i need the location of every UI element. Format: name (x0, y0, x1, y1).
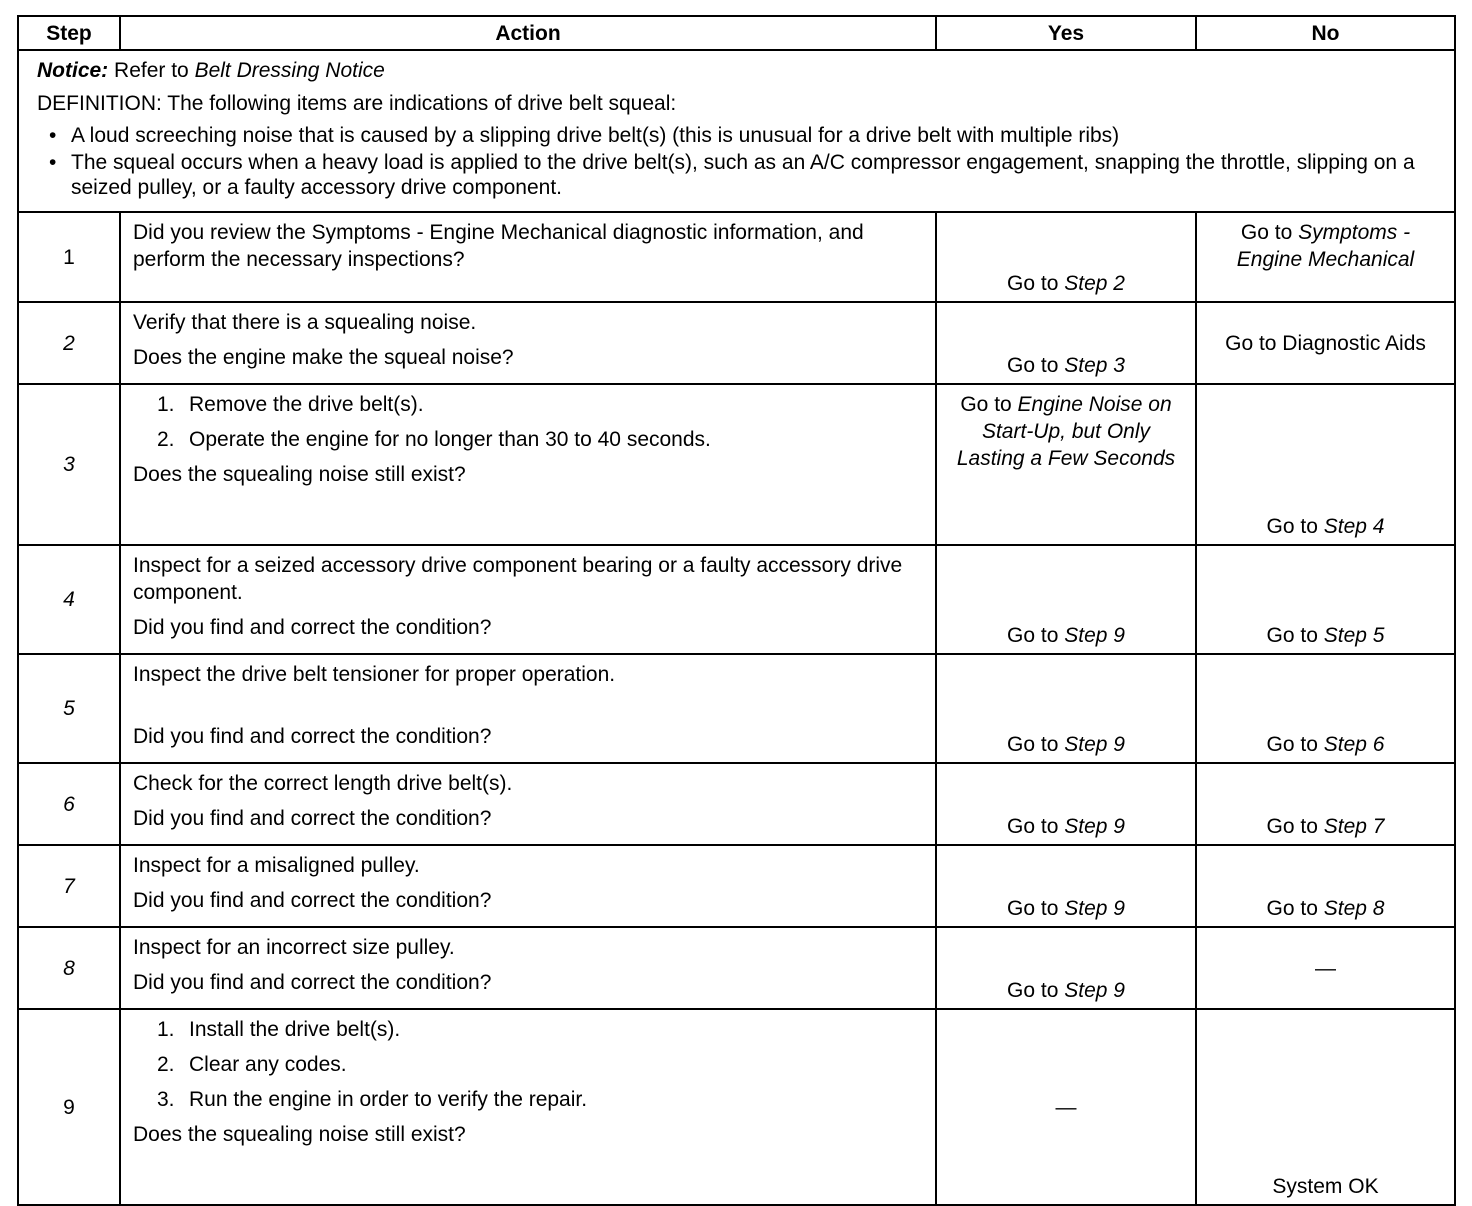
yes-result-text: Step 9 (1064, 897, 1125, 920)
item-text: Run the engine in order to verify the repair. (189, 1088, 588, 1111)
notice-line (37, 57, 1438, 84)
item-number: 2. (157, 428, 175, 451)
step-row-3 (18, 384, 1455, 545)
no-result-text: Go to Diagnostic Aids (1225, 331, 1426, 355)
action-text: Inspect for a misaligned pulley. (133, 854, 420, 877)
definition-bullet (49, 150, 1438, 200)
action-text: Does the engine make the squeal noise? (133, 346, 514, 369)
action-text: Inspect the drive belt tensioner for proper operation. (133, 663, 616, 686)
step-row-2 (18, 302, 1455, 384)
step-row-8 (18, 927, 1455, 1009)
no-result-cell (1196, 384, 1455, 545)
bullet-icon: • (49, 151, 57, 174)
numbered-item (133, 426, 923, 453)
item-number: 1. (157, 1018, 175, 1041)
yes-result-cell (936, 545, 1196, 654)
yes-result-text: — (1055, 1095, 1077, 1119)
step-row-9 (18, 1009, 1455, 1205)
header-row (18, 16, 1455, 50)
numbered-item (133, 1016, 923, 1043)
header-yes: Yes (936, 16, 1196, 50)
no-result-text: Go to (1266, 624, 1324, 647)
yes-result-cell (936, 654, 1196, 763)
step-number: 7 (18, 845, 120, 927)
step-row-1 (18, 212, 1455, 302)
no-result-cell (1196, 763, 1455, 845)
notice-reference: Belt Dressing Notice (194, 59, 385, 82)
action-text: Check for the correct length drive belt(s). (133, 772, 513, 795)
yes-result-text: Step 9 (1064, 624, 1125, 647)
yes-result-text: Go to (1007, 354, 1065, 377)
step-row-7 (18, 845, 1455, 927)
no-result-text: Step 8 (1323, 897, 1385, 920)
item-text: Clear any codes. (189, 1053, 347, 1076)
no-result-text: Go to (1266, 733, 1324, 756)
no-result-text: Step 5 (1323, 624, 1385, 647)
notice-label: Notice: (37, 59, 109, 82)
header-no: No (1196, 16, 1455, 50)
no-result-text: Go to (1240, 221, 1299, 244)
step-number: 5 (18, 654, 120, 763)
no-result-cell (1196, 212, 1455, 302)
header-action: Action (120, 16, 936, 50)
yes-result-cell (936, 845, 1196, 927)
yes-result-text: Step 9 (1064, 979, 1125, 1002)
no-result-cell (1196, 654, 1455, 763)
numbered-item (133, 1086, 923, 1113)
no-result-cell (1196, 1009, 1455, 1205)
no-result-text: Step 6 (1323, 733, 1385, 756)
item-number: 3. (157, 1088, 175, 1111)
action-cell (120, 654, 936, 763)
step-row-4 (18, 545, 1455, 654)
item-number: 2. (157, 1053, 175, 1076)
step-number: 8 (18, 927, 120, 1009)
no-result-cell (1196, 845, 1455, 927)
step-number: 3 (18, 384, 120, 545)
action-text: Does the squealing noise still exist? (133, 1123, 466, 1146)
action-text: Does the squealing noise still exist? (133, 463, 466, 486)
notice-row (18, 50, 1455, 212)
yes-result-cell (936, 763, 1196, 845)
no-result-text: System OK (1272, 1175, 1379, 1198)
yes-result-text: Go to (1007, 272, 1065, 295)
item-text: Install the drive belt(s). (189, 1018, 401, 1041)
yes-result-text: Go to (1007, 733, 1065, 756)
no-result-text: Go to (1266, 515, 1324, 538)
yes-result-text: Step 9 (1064, 733, 1125, 756)
bullet-icon: • (49, 124, 57, 147)
action-cell (120, 1009, 936, 1205)
action-text: Inspect for a seized accessory drive component bearing or a faulty accessory drive component. (133, 554, 903, 604)
step-number: 6 (18, 763, 120, 845)
yes-result-text: Go to (1007, 979, 1065, 1002)
item-text: Operate the engine for no longer than 30 to 40 seconds. (189, 428, 711, 451)
yes-result-text: Step 2 (1064, 272, 1125, 295)
action-cell (120, 384, 936, 545)
step-row-5 (18, 654, 1455, 763)
item-text: Remove the drive belt(s). (189, 393, 424, 416)
no-result-cell (1196, 545, 1455, 654)
action-text: Did you review the Symptoms - Engine Mechanical diagnostic information, and perform the necessary inspections? (133, 221, 864, 271)
no-result-text: Go to (1266, 897, 1324, 920)
numbered-item (133, 391, 923, 418)
step-row-6 (18, 763, 1455, 845)
yes-result-text: Go to (960, 393, 1018, 416)
no-result-cell (1196, 927, 1455, 1009)
yes-result-cell (936, 384, 1196, 545)
no-result-text: Step 7 (1323, 815, 1385, 838)
yes-result-cell (936, 212, 1196, 302)
item-number: 1. (157, 393, 175, 416)
no-result-text: Symptoms - Engine Mechanical (1236, 221, 1415, 271)
yes-result-cell (936, 1009, 1196, 1205)
yes-result-text: Go to (1007, 624, 1065, 647)
action-cell (120, 212, 936, 302)
numbered-item (133, 1051, 923, 1078)
yes-result-text: Go to (1007, 897, 1065, 920)
action-text: Did you find and correct the condition? (133, 616, 492, 639)
header-step: Step (18, 16, 120, 50)
yes-result-cell (936, 927, 1196, 1009)
yes-result-text: Engine Noise on Start-Up, but Only Lasting a Few Seconds (956, 393, 1176, 470)
definition-bullet (49, 123, 1438, 148)
action-cell (120, 845, 936, 927)
step-number: 1 (18, 212, 120, 302)
step-number: 9 (18, 1009, 120, 1205)
bullet-text: The squeal occurs when a heavy load is applied to the drive belt(s), such as an A/C compressor engagement, snapping the throttle, slipping on a seized pulley, or a faulty accessory drive component. (71, 151, 1415, 199)
yes-result-text: Step 3 (1064, 354, 1125, 377)
yes-result-cell (936, 302, 1196, 384)
action-text: Did you find and correct the condition? (133, 971, 492, 994)
action-text: Did you find and correct the condition? (133, 807, 492, 830)
yes-result-text: Step 9 (1064, 815, 1125, 838)
action-cell (120, 763, 936, 845)
no-result-text: Go to (1266, 815, 1324, 838)
notice-text: Refer to (108, 59, 195, 82)
yes-result-text: Go to (1007, 815, 1065, 838)
no-result-text: — (1315, 956, 1336, 980)
step-number: 4 (18, 545, 120, 654)
action-text: Verify that there is a squealing noise. (133, 311, 477, 334)
step-number: 2 (18, 302, 120, 384)
action-text: Did you find and correct the condition? (133, 725, 492, 748)
action-cell (120, 302, 936, 384)
action-text: Inspect for an incorrect size pulley. (133, 936, 455, 959)
bullet-text: A loud screeching noise that is caused by a slipping drive belt(s) (this is unusual for a drive belt with multiple ribs) (71, 124, 1120, 147)
action-text: Did you find and correct the condition? (133, 889, 492, 912)
action-cell (120, 927, 936, 1009)
diagnostic-table (17, 15, 1456, 1206)
definition-text: DEFINITION: The following items are indications of drive belt squeal: (37, 92, 677, 115)
no-result-text: Step 4 (1323, 515, 1385, 538)
no-result-cell (1196, 302, 1455, 384)
action-cell (120, 545, 936, 654)
